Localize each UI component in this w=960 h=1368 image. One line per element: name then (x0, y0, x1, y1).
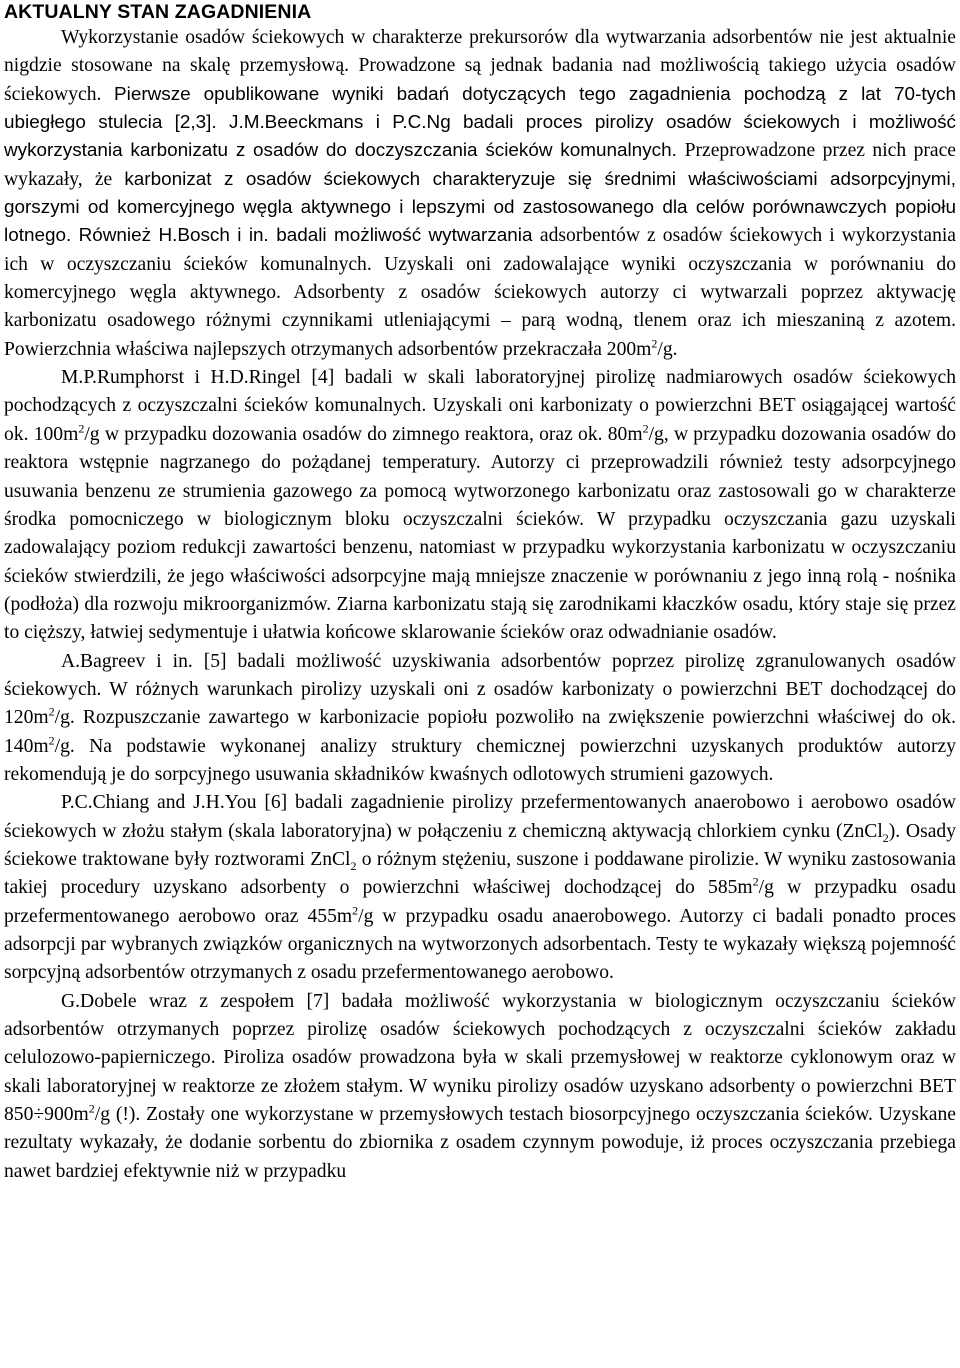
text-segment: /g, w przypadku dozowania osadów do reaktora wstępnie nagrzanego do pożądanej temperatury. Autorzy ci przeprowadzili również testy adsorpcyjnego usuwania benzenu ze strumienia gazowego za pomocą wytworzonego karbonizatu oraz zastosowali go w charakterze środka pomocniczego w biologicznym bloku oczyszczalni ścieków. W przypadku oczyszczania gazu uzyskali zadowalający poziom redukcji zawartości benzenu, natomiast w przypadku wykorzystania karbonizatu w oczyszczaniu ścieków stwierdzili, że jego właściwości adsorpcyjne mają mniejsze znaczenie w porównaniu z jego inną rolą - nośnika (podłoża) dla rozwoju mikroorganizmów. Ziarna karbonizatu stają się zarodnikami kłaczków osadu, który staje się przez to cięższy, łatwiej sedymentuje i ułatwia końcowe sklarowanie ścieków oraz odwadnianie osadów. (4, 423, 956, 644)
subscript: 2 (882, 830, 889, 845)
superscript: 2 (48, 704, 55, 719)
text-segment: Wykorzystanie osadów ściekowych w charakterze prekursorów dla wytwarzania adsorbentów nie jest aktualnie nigdzie stosowane na skalę przemysłową. Prowadzone są jednak badania nad możliwością takiego użycia osadów ściekowych. (4, 27, 956, 105)
superscript: 2 (352, 903, 359, 918)
text-segment: /g. (657, 338, 678, 360)
paragraph-2 (4, 364, 956, 647)
superscript: 2 (78, 421, 85, 436)
text-segment: Pierwsze opublikowane wyniki badań dotyczących tego zagadnienia pochodzą z lat 70-tych ubiegłego stulecia [2,3]. J.M.Beeckmans i P.C.Ng badali proces pirolizy osadów ściekowych i możliwość wykorzystania karbonizatu z osadów do doczyszczania ścieków komunalnych. (4, 83, 956, 162)
paragraph-5 (4, 988, 956, 1186)
superscript: 2 (88, 1101, 95, 1116)
paragraph-3 (4, 648, 956, 790)
superscript: 2 (642, 421, 649, 436)
subscript: 2 (350, 858, 357, 873)
text-segment: ). Osady ściekowe traktowane były roztworami ZnCl (4, 820, 956, 870)
paragraph-1 (4, 24, 956, 364)
text-segment: karbonizat z osadów ściekowych charakteryzuje się średnimi właściwościami adsorpcyjnymi, gorszymi od komercyjnego węgla aktywnego i lepszymi od zastosowanego dla celów porównawczych popiołu lotnego. Również H.Bosch i in. badali możliwość wytwarzania (4, 168, 956, 247)
superscript: 2 (752, 874, 759, 889)
paragraph-4 (4, 789, 956, 987)
section-heading: AKTUALNY STAN ZAGADNIENIA (4, 1, 312, 23)
text-segment: A.Bagreev i in. [5] badali możliwość uzyskiwania adsorbentów poprzez pirolizę zgranulowanych osadów ściekowych. W różnych warunkach pirolizy uzyskali oni z osadów karbonizaty o powierzchni BET dochodzącej do 120m (4, 650, 956, 729)
text-segment: /g w przypadku osadu anaerobowego. Autorzy ci badali ponadto proces adsorpcji par wybranych związków organicznych na wytworzonych adsorbentach. Testy te wykazały większą pojemność sorpcyjną adsorbentów otrzymanych z osadu przefermentowanego aerobowo. (4, 905, 956, 984)
text-segment: /g (!). Zostały one wykorzystane w przemysłowych testach biosorpcyjnego oczyszczania ścieków. Uzyskane rezultaty wykazały, że dodanie sorbentu do zbiornika z osadem czynnym powoduje, iż proces oczyszczania przebiega nawet bardziej efektywnie niż w przypadku (4, 1104, 956, 1182)
text-segment: M.P.Rumphorst i H.D.Ringel [4] badali w skali laboratoryjnej pirolizę nadmiarowych osadów ściekowych pochodzących z oczyszczalni ścieków komunalnych. Uzyskali oni karbonizaty o powierzchni BET osiągającej wartość ok. 100m (4, 367, 956, 445)
text-segment: Przeprowadzone przez nich prace wykazały, że (4, 140, 956, 190)
text-segment: /g w przypadku osadu przefermentowanego aerobowo oraz 455m (4, 877, 956, 927)
superscript: 2 (651, 336, 658, 351)
text-segment: adsorbentów z osadów ściekowych i wykorzystania ich w oczyszczaniu ścieków komunalnych. Uzyskali oni zadowalające wyniki oczyszczania w porównaniu do komercyjnego węgla aktywnego. Adsorbenty z osadów ściekowych autorzy ci wytwarzali poprzez aktywację karbonizatu osadowego różnymi czynnikami utleniającymi – parą wodną, tlenem oraz ich mieszaniną z azotem. Powierzchnia właściwa najlepszych otrzymanych adsorbentów przekraczała 200m (4, 225, 957, 360)
text-segment: G.Dobele wraz z zespołem [7] badała możliwość wykorzystania w biologicznym oczyszczaniu ścieków adsorbentów otrzymanych poprzez pirolizę osadów ściekowych pochodzących z oczyszczalni ścieków zakładu celulozowo-papierniczego. Piroliza osadów prowadzona była w skali przemysłowej w reaktorze cyklonowym oraz w skali laboratoryjnej w reaktorze ze złożem stałym. W wyniku pirolizy osadów uzyskano adsorbenty o powierzchni BET 850÷900m (4, 990, 956, 1126)
text-segment: /g w przypadku dozowania osadów do zimnego reaktora, oraz ok. 80m (84, 423, 643, 445)
text-segment: /g. Na podstawie wykonanej analizy struktury chemicznej powierzchni uzyskanych produktów autorzy rekomendują je do sorpcyjnego usuwania składników kwaśnych odlotowych strumieni gazowych. (4, 735, 956, 785)
text-segment: o różnym stężeniu, suszone i poddawane pirolizie. W wyniku zastosowania takiej procedury uzyskano adsorbenty o powierzchni właściwej dochodzącej do 585m (4, 848, 957, 899)
text-segment: /g. Rozpuszczanie zawartego w karbonizacie popiołu pozwoliło na zwiększenie powierzchni właściwej do ok. 140m (4, 707, 956, 757)
body-text (4, 24, 956, 1186)
text-segment: P.C.Chiang and J.H.You [6] badali zagadnienie pirolizy przefermentowanych anaerobowo i aerobowo osadów ściekowych w złożu stałym (skala laboratoryjna) w połączeniu z chemiczną aktywacją chlorkiem cynku (ZnCl (4, 792, 956, 842)
superscript: 2 (48, 733, 55, 748)
